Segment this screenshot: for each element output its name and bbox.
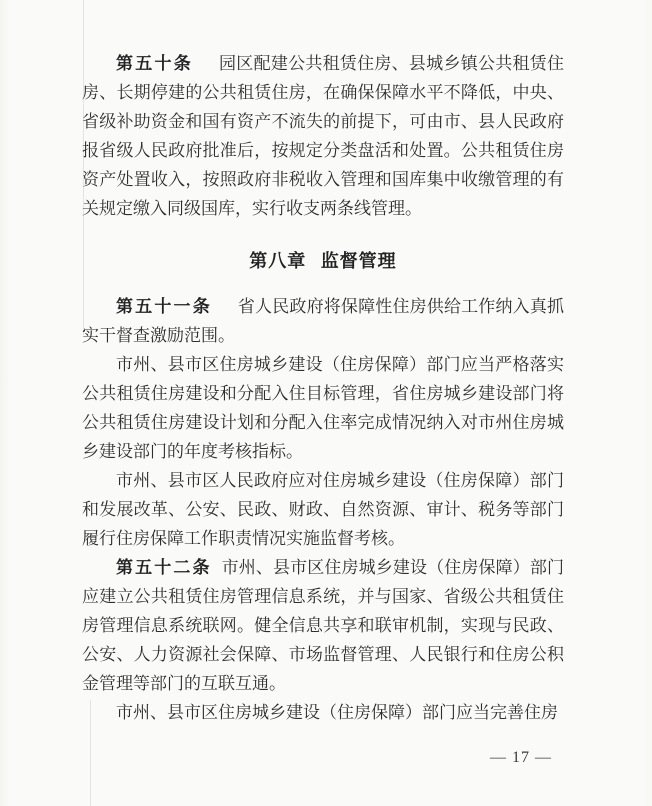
article-51-text: 省人民政府将保障性住房供给工作纳入真抓实干督查激励范围。 [82, 297, 565, 345]
article-52-text: 市州、县市区住房城乡建设（住房保障）部门应建立公共租赁住房管理信息系统，并与国家、省级公共租赁住房管理信息系统联网。健全信息共享和联审机制，实现与民政、公安、人力资源社会保障、市场监督管理、人民银行和住房公积金管理等部门的互联互通。 [82, 558, 564, 693]
page-number: — 17 — [490, 749, 552, 766]
article-52-paragraph-2 [82, 698, 564, 727]
article-52-text-2: 市州、县市区住房城乡建设（住房保障）部门应当完善住房 [116, 703, 558, 722]
document-text-block [82, 49, 564, 727]
article-52-paragraph [82, 553, 564, 698]
article-50-number: 第五十条 [116, 54, 194, 73]
chapter-number: 第八章 [249, 251, 307, 271]
article-51-text-2: 市州、县市区住房城乡建设（住房保障）部门应当严格落实公共租赁住房建设和分配入住目标管理，省住房城乡建设部门将公共租赁住房建设计划和分配入住率完成情况纳入对市州住房城乡建设部门的年度考核指标。 [82, 355, 564, 461]
article-51-paragraph-2 [82, 350, 564, 466]
article-51-paragraph [82, 292, 564, 350]
article-52-number: 第五十二条 [116, 558, 212, 577]
article-50-text: 园区配建公共租赁住房、县城乡镇公共租赁住房、长期停建的公共租赁住房，在确保保障水平不降低，中央、省级补助资金和国有资产不流失的前提下，可由市、县人民政府报省级人民政府批准后，按规定分类盘活和处置。公共租赁住房资产处置收入，按照政府非税收入管理和国库集中收缴管理的有关规定缴入同级国库，实行收支两条线管理。 [82, 54, 565, 218]
article-51-number: 第五十一条 [116, 297, 212, 316]
article-50-paragraph [82, 49, 564, 223]
chapter-heading [82, 247, 564, 276]
chapter-title: 监督管理 [320, 251, 397, 271]
article-51-text-3: 市州、县市区人民政府应对住房城乡建设（住房保障）部门和发展改革、公安、民政、财政、自然资源、审计、税务等部门履行住房保障工作职责情况实施监督考核。 [82, 471, 564, 548]
article-51-paragraph-3 [82, 466, 564, 553]
